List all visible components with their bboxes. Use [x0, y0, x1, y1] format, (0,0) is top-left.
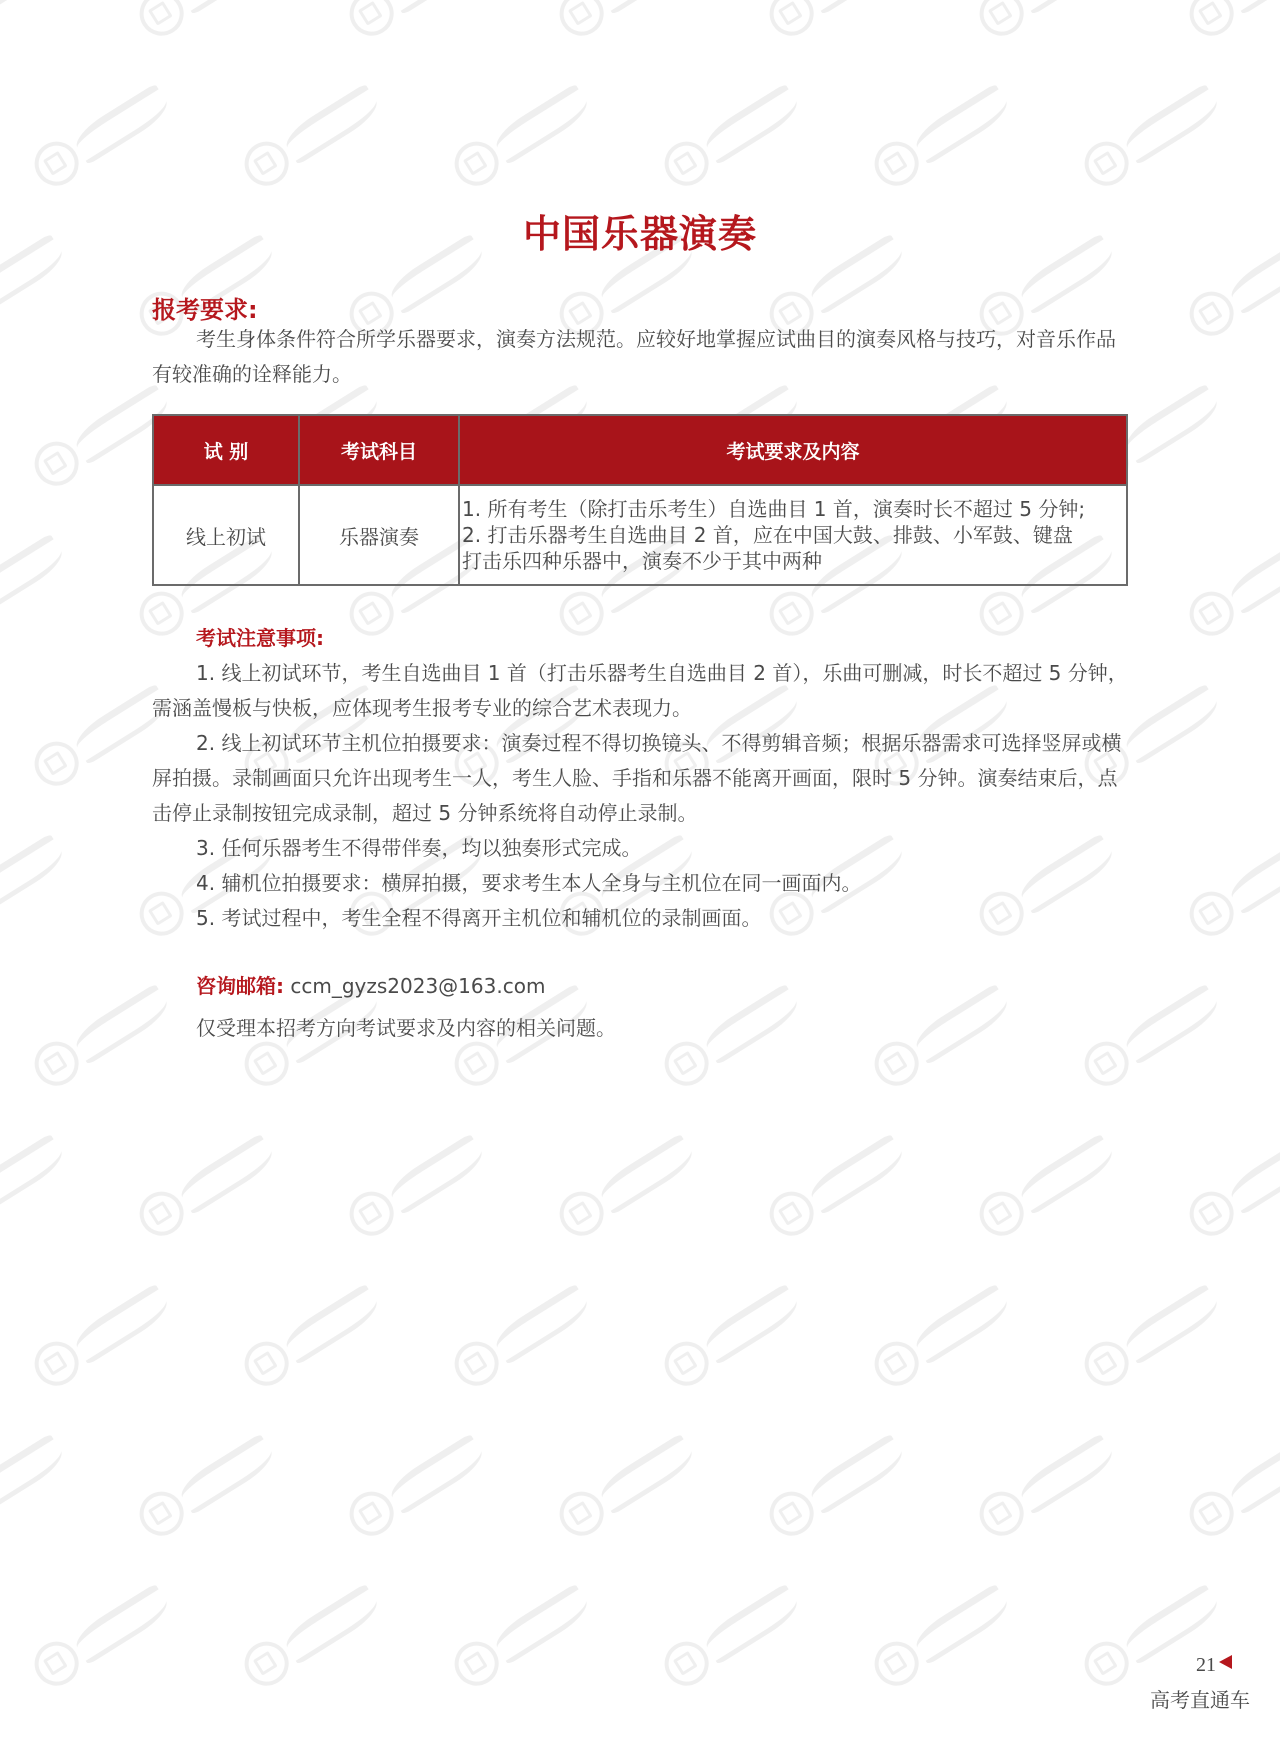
table-cell-subject: 乐器演奏 [299, 485, 459, 585]
calligraphy-icon [490, 1583, 593, 1665]
seal-icon [236, 1333, 297, 1394]
watermark-tile [1179, 524, 1280, 642]
seal-icon [1181, 0, 1242, 44]
note-item: 2. 线上初试环节主机位拍摄要求：演奏过程不得切换镜头、不得剪辑音频；根据乐器需求可选择竖屏或横屏拍摄。录制画面只允许出现考生一人，考生人脸、手指和乐器不能离开画面，限时 5 分钟。演奏结束后，点击停止录制按钮完成录制，超过 5 分钟系统将自动停止录制。 [152, 731, 1122, 825]
watermark-tile [759, 1124, 911, 1242]
calligraphy-icon [805, 1133, 908, 1215]
seal-icon [656, 1033, 717, 1094]
seal-icon [26, 1633, 87, 1694]
calligraphy-icon [70, 1583, 173, 1665]
seal-icon [341, 1483, 402, 1544]
calligraphy-icon [595, 1433, 698, 1515]
calligraphy-icon [385, 0, 488, 15]
seal-icon [866, 1633, 927, 1694]
seal-icon [446, 1033, 507, 1094]
watermark-tile [1074, 974, 1226, 1092]
notes-heading: 考试注意事项: [196, 626, 324, 650]
seal-icon [341, 0, 402, 44]
calligraphy-icon [490, 83, 593, 165]
watermark-tile [864, 974, 1016, 1092]
calligraphy-icon [0, 1433, 68, 1515]
contact-email[interactable]: ccm_gyzs2023@163.com [290, 974, 546, 998]
calligraphy-icon [1120, 983, 1223, 1065]
seal-icon [26, 733, 87, 794]
seal-icon [236, 1633, 297, 1694]
seal-icon [131, 583, 192, 644]
seal-icon [446, 1333, 507, 1394]
seal-icon [26, 133, 87, 194]
calligraphy-icon [1015, 1133, 1118, 1215]
watermark-tile [549, 1124, 701, 1242]
calligraphy-icon [700, 83, 803, 165]
seal-icon [1181, 1483, 1242, 1544]
watermark-tile [1179, 1424, 1280, 1542]
seal-icon [446, 1633, 507, 1694]
seal-icon [1076, 1333, 1137, 1394]
seal-icon [656, 1333, 717, 1394]
watermark-tile [1179, 0, 1280, 42]
seal-icon [1076, 1633, 1137, 1694]
watermark-tile [969, 0, 1121, 42]
watermark-tile [864, 74, 1016, 192]
calligraphy-icon [70, 983, 173, 1065]
calligraphy-icon [1225, 1433, 1280, 1515]
page-title: 中国乐器演奏 [522, 212, 757, 257]
watermark-tile [654, 974, 806, 1092]
triangle-left-icon [1219, 1655, 1232, 1669]
seal-icon [1076, 1033, 1137, 1094]
calligraphy-icon [280, 1283, 383, 1365]
watermark-tile [129, 1124, 281, 1242]
calligraphy-icon [595, 0, 698, 15]
seal-icon [26, 433, 87, 494]
note-item: 1. 线上初试环节，考生自选曲目 1 首（打击乐器考生自选曲目 2 首），乐曲可删减，时长不超过 5 分钟，需涵盖慢板与快板，应体现考生报考专业的综合艺术表现力。 [152, 661, 1128, 720]
calligraphy-icon [385, 1133, 488, 1215]
requirements-heading: 报考要求: [152, 296, 258, 324]
table-cell-content [459, 485, 1127, 585]
note-item: 3. 任何乐器考生不得带伴奏，均以独奏形式完成。 [196, 836, 642, 860]
table-header-row [153, 415, 1127, 485]
calligraphy-icon [700, 1283, 803, 1365]
watermark-tile [654, 1274, 806, 1392]
watermark-tile [0, 524, 71, 642]
table-header-content: 考试要求及内容 [459, 415, 1127, 485]
seal-icon [761, 1183, 822, 1244]
watermark-tile [969, 1124, 1121, 1242]
calligraphy-icon [1015, 0, 1118, 15]
watermark-tile [549, 0, 701, 42]
calligraphy-icon [910, 1583, 1013, 1665]
content-line: 2. 打击乐器考生自选曲目 2 首，应在中国大鼓、排鼓、小军鼓、键盘 [462, 523, 1073, 547]
watermark-tile [864, 1574, 1016, 1692]
seal-icon [236, 1033, 297, 1094]
table-row [153, 485, 1127, 585]
seal-icon [656, 133, 717, 194]
seal-icon [866, 1033, 927, 1094]
seal-icon [1181, 1183, 1242, 1244]
seal-icon [341, 1183, 402, 1244]
seal-icon [131, 1183, 192, 1244]
seal-icon [1181, 883, 1242, 944]
calligraphy-icon [910, 83, 1013, 165]
table-cell-stage: 线上初试 [153, 485, 299, 585]
seal-icon [971, 1483, 1032, 1544]
contact-line [196, 970, 545, 999]
seal-icon [761, 1483, 822, 1544]
watermark-tile [444, 74, 596, 192]
seal-icon [551, 1183, 612, 1244]
seal-icon [1181, 583, 1242, 644]
watermark-tile [0, 0, 71, 42]
watermark-tile [234, 1274, 386, 1392]
calligraphy-icon [490, 1283, 593, 1365]
watermark-tile [759, 1424, 911, 1542]
seal-icon [26, 1333, 87, 1394]
watermark-tile [864, 1274, 1016, 1392]
seal-icon [971, 583, 1032, 644]
content-line: 1. 所有考生（除打击乐考生）自选曲目 1 首，演奏时长不超过 5 分钟; [462, 497, 1086, 521]
calligraphy-icon [910, 1283, 1013, 1365]
calligraphy-icon [700, 983, 803, 1065]
watermark-tile [1179, 824, 1280, 942]
seal-icon [761, 583, 822, 644]
calligraphy-icon [1225, 0, 1280, 15]
calligraphy-icon [0, 0, 68, 15]
watermark-tile [444, 1574, 596, 1692]
watermark-tile [24, 1574, 176, 1692]
calligraphy-icon [385, 1433, 488, 1515]
watermark-tile [129, 1424, 281, 1542]
calligraphy-icon [175, 0, 278, 15]
calligraphy-icon [1120, 1283, 1223, 1365]
watermark-tile [24, 974, 176, 1092]
calligraphy-icon [0, 833, 68, 915]
seal-icon [866, 133, 927, 194]
requirements-text: 考生身体条件符合所学乐器要求，演奏方法规范。应较好地掌握应试曲目的演奏风格与技巧，对音乐作品有较准确的诠释能力。 [152, 327, 1116, 386]
calligraphy-icon [280, 83, 383, 165]
seal-icon [1076, 133, 1137, 194]
watermark-tile [759, 0, 911, 42]
calligraphy-icon [1225, 833, 1280, 915]
watermark-tile [549, 1424, 701, 1542]
calligraphy-icon [1120, 683, 1223, 765]
note-item: 4. 辅机位拍摄要求：横屏拍摄，要求考生本人全身与主机位在同一画面内。 [196, 871, 862, 895]
seal-icon [971, 1183, 1032, 1244]
watermark-tile [339, 1424, 491, 1542]
calligraphy-icon [1120, 383, 1223, 465]
page-number-text: 21 [1196, 1654, 1216, 1676]
watermark-tile [339, 0, 491, 42]
calligraphy-icon [280, 1583, 383, 1665]
seal-icon [446, 133, 507, 194]
seal-icon [551, 0, 612, 44]
calligraphy-icon [70, 83, 173, 165]
calligraphy-icon [175, 1133, 278, 1215]
calligraphy-icon [805, 1433, 908, 1515]
footer-label: 高考直通车 [1150, 1688, 1250, 1712]
seal-icon [341, 583, 402, 644]
seal-icon [1181, 283, 1242, 344]
calligraphy-icon [1120, 83, 1223, 165]
seal-icon [866, 1333, 927, 1394]
seal-icon [236, 133, 297, 194]
calligraphy-icon [700, 1583, 803, 1665]
watermark-tile [654, 1574, 806, 1692]
calligraphy-icon [805, 0, 908, 15]
seal-icon [26, 1033, 87, 1094]
content-line: 打击乐四种乐器中，演奏不少于其中两种 [462, 549, 822, 573]
watermark-tile [1179, 1124, 1280, 1242]
page-number [1196, 1654, 1232, 1677]
watermark-tile [444, 1274, 596, 1392]
seal-icon [971, 0, 1032, 44]
calligraphy-icon [595, 1133, 698, 1215]
watermark-tile [0, 824, 71, 942]
watermark-tile [969, 1424, 1121, 1542]
watermark-tile [24, 74, 176, 192]
exam-table [152, 414, 1128, 586]
watermark-tile [234, 74, 386, 192]
seal-icon [131, 1483, 192, 1544]
calligraphy-icon [1015, 1433, 1118, 1515]
calligraphy-icon [1225, 1133, 1280, 1215]
seal-icon [551, 583, 612, 644]
note-item: 5. 考试过程中，考生全程不得离开主机位和辅机位的录制画面。 [196, 906, 762, 930]
table-header-stage: 试 别 [153, 415, 299, 485]
contact-label: 咨询邮箱: [196, 974, 284, 998]
watermark-tile [654, 74, 806, 192]
watermark-tile [24, 1274, 176, 1392]
watermark-tile [1074, 74, 1226, 192]
calligraphy-icon [175, 1433, 278, 1515]
watermark-tile [0, 1124, 71, 1242]
notes-list [152, 656, 1128, 936]
calligraphy-icon [1225, 533, 1280, 615]
contact-scope: 仅受理本招考方向考试要求及内容的相关问题。 [196, 1016, 616, 1040]
seal-icon [131, 0, 192, 44]
watermark-tile [129, 0, 281, 42]
calligraphy-icon [910, 983, 1013, 1065]
watermark-tile [1074, 1274, 1226, 1392]
watermark-tile [0, 1424, 71, 1542]
calligraphy-icon [0, 533, 68, 615]
seal-icon [551, 1483, 612, 1544]
calligraphy-icon [70, 1283, 173, 1365]
seal-icon [761, 0, 822, 44]
table-header-subject: 考试科目 [299, 415, 459, 485]
calligraphy-icon [1120, 1583, 1223, 1665]
watermark-tile [339, 1124, 491, 1242]
calligraphy-icon [0, 1133, 68, 1215]
watermark-tile [234, 1574, 386, 1692]
seal-icon [656, 1633, 717, 1694]
